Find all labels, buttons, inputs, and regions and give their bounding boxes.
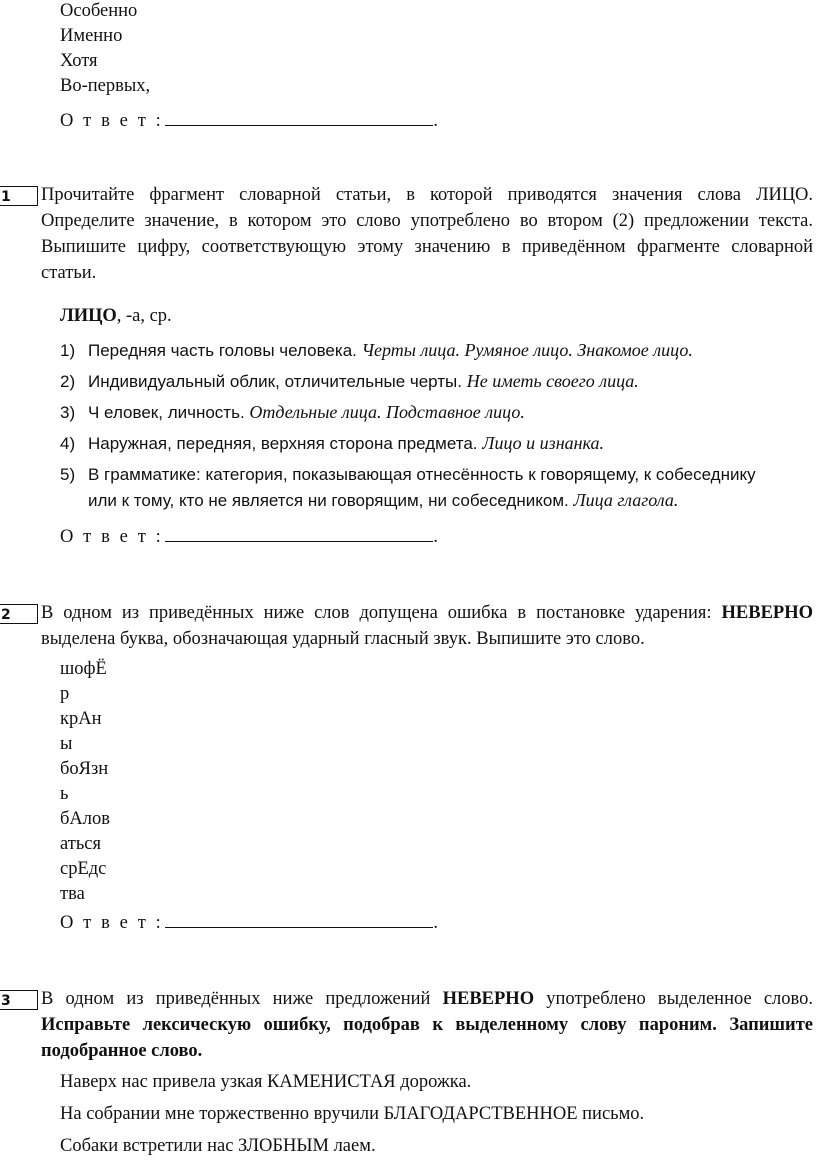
- stress-word-fragment: бАлов: [60, 809, 110, 829]
- meaning-2: [60, 371, 639, 392]
- stress-word-fragment: срЕдс: [60, 859, 107, 879]
- task3-sentence: На собрании мне торжественно вручили БЛАГОДАРСТВЕННОЕ письмо.: [60, 1104, 645, 1124]
- meaning-example: Лицо и изнанка.: [482, 433, 605, 453]
- task3-bold: НЕВЕРНО: [442, 989, 535, 1009]
- meaning-5: [60, 465, 756, 485]
- task3-line3: подобранное слово.: [41, 1041, 203, 1061]
- answer-blank[interactable]: [165, 111, 433, 126]
- task2-line2: выделена буква, обозначающая ударный гласный звук. Выпишите это слово.: [41, 629, 645, 649]
- stress-word-fragment: аться: [60, 834, 101, 854]
- dict-headword: ЛИЦО: [60, 306, 117, 326]
- stress-word-fragment: шофЁ: [60, 659, 107, 679]
- task3-prompt: [41, 986, 813, 1064]
- meaning-example: Черты лица. Румяное лицо. Знакомое лицо.: [361, 340, 693, 360]
- task1-line: Прочитайте фрагмент словарной статьи, в которой приводятся значения слова ЛИЦО.: [41, 185, 813, 205]
- meaning-text: В грамматике: категория, показывающая отнесённость к говорящему, к собеседнику: [88, 465, 756, 484]
- answer-blank[interactable]: [165, 527, 433, 542]
- task3-line1-text: В одном из приведённых ниже предложений: [41, 989, 431, 1009]
- meaning-num: 1): [60, 341, 76, 360]
- word-option: Особенно: [60, 1, 138, 21]
- task-number-3: 3: [0, 990, 38, 1010]
- word-option: Хотя: [60, 51, 98, 71]
- task2-prompt: [41, 600, 813, 652]
- task3-line1-post: употреблено выделенное слово.: [546, 989, 814, 1009]
- task3-line2: Исправьте лексическую ошибку, подобрав к выделенному слову пароним. Запишите: [41, 1015, 813, 1035]
- task1-line: статьи.: [41, 263, 97, 283]
- meaning-num: 5): [60, 465, 76, 484]
- meaning-text: Наружная, передняя, верхняя сторона предмета.: [88, 434, 478, 453]
- answer-row: [60, 111, 438, 132]
- task3-sentence: Собаки встретили нас ЗЛОБНЫМ лаем.: [60, 1136, 376, 1156]
- dict-headword-suffix: , -а, ср.: [116, 306, 172, 326]
- stress-word-fragment: боЯзн: [60, 759, 109, 779]
- task2-line1: [41, 600, 813, 626]
- answer-end: .: [433, 527, 438, 547]
- meaning-1: [60, 340, 693, 361]
- task-number-1: 1: [0, 186, 38, 206]
- answer-blank[interactable]: [165, 913, 433, 928]
- meaning-text: или к тому, кто не является ни говорящим, ни собеседником.: [88, 491, 569, 510]
- word-option: Именно: [60, 26, 123, 46]
- meaning-example: Не иметь своего лица.: [466, 371, 639, 391]
- meaning-text: Индивидуальный облик, отличительные черты.: [88, 372, 462, 391]
- meaning-text: Ч еловек, личность.: [88, 403, 245, 422]
- stress-word-fragment: ь: [60, 784, 69, 804]
- stress-word-fragment: тва: [60, 884, 85, 904]
- stress-word-fragment: крАн: [60, 709, 102, 729]
- task-number-2: 2: [0, 604, 38, 624]
- meaning-5-cont: [88, 490, 678, 511]
- meaning-num: 4): [60, 434, 76, 453]
- task2-line1-text: В одном из приведённых ниже слов допущена ошибка в постановке ударения:: [41, 603, 712, 623]
- task1-line: Определите значение, в котором это слово употреблено во втором (2) предложении текста.: [41, 211, 813, 231]
- answer-row: [60, 913, 438, 934]
- answer-label: О т в е т :: [60, 527, 164, 547]
- meaning-4: [60, 433, 604, 454]
- meaning-num: 2): [60, 372, 76, 391]
- task3-line1: [41, 986, 813, 1012]
- task1-prompt: [41, 182, 813, 286]
- answer-label: О т в е т :: [60, 913, 164, 933]
- answer-row: [60, 527, 438, 548]
- answer-label: О т в е т :: [60, 111, 164, 131]
- dict-headword-row: [60, 306, 172, 327]
- stress-word-fragment: р: [60, 684, 70, 704]
- task3-sentence: Наверх нас привела узкая КАМЕНИСТАЯ дорожка.: [60, 1072, 472, 1092]
- stress-word-fragment: ы: [60, 734, 73, 754]
- task2-bold: НЕВЕРНО: [721, 603, 814, 623]
- answer-end: .: [433, 913, 438, 933]
- task1-line: Выпишите цифру, соответствующую этому значению в приведённом фрагменте словарной: [41, 237, 813, 257]
- meaning-example: Лица глагола.: [573, 490, 679, 510]
- word-option: Во-первых,: [60, 76, 151, 96]
- meaning-example: Отдельные лица. Подставное лицо.: [249, 402, 525, 422]
- meaning-text: Передняя часть головы человека.: [88, 341, 357, 360]
- meaning-num: 3): [60, 403, 76, 422]
- meaning-3: [60, 402, 525, 423]
- answer-end: .: [433, 111, 438, 131]
